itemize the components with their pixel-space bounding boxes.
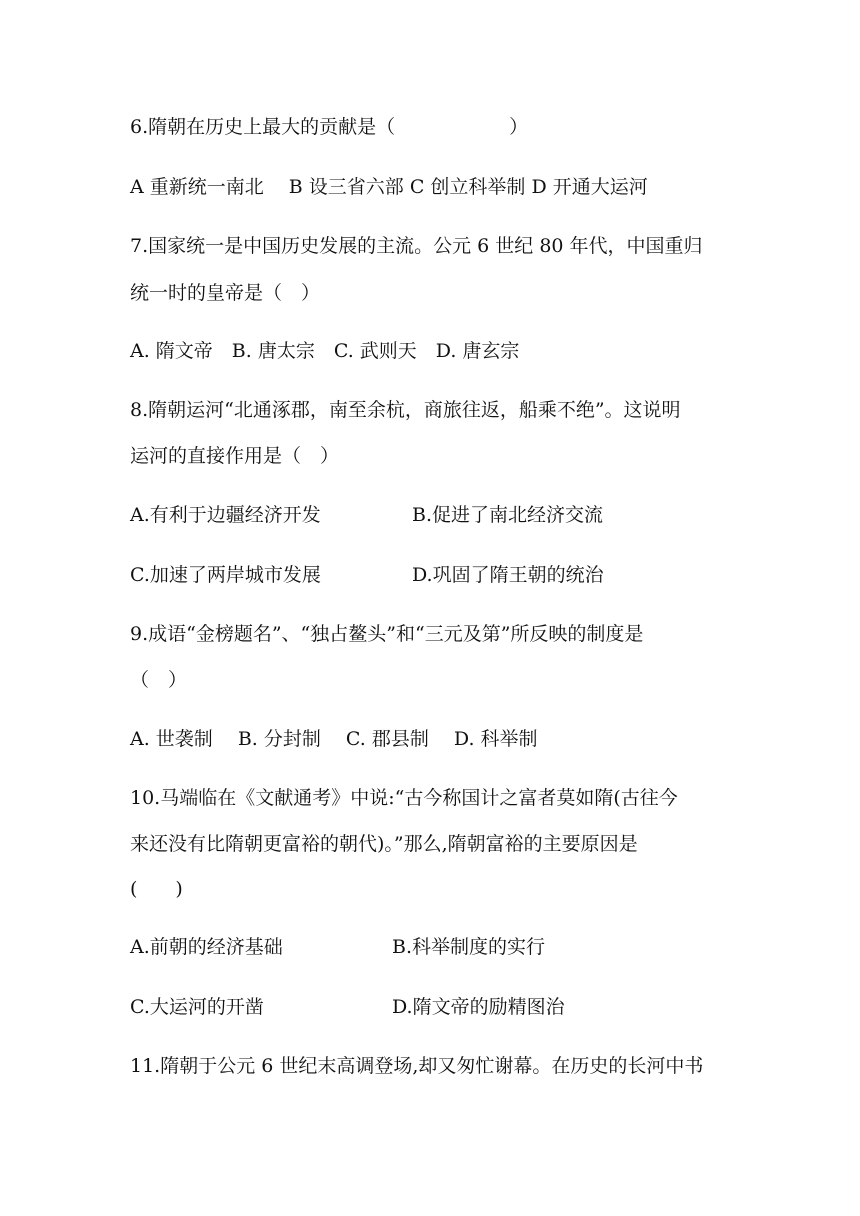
q9-stem-line1: 9.成语“金榜题名”、“独占鳌头”和“三元及第”所反映的制度是 <box>130 623 644 645</box>
q6-stem: 6.隋朝在历史上最大的贡献是（ ） <box>130 116 529 138</box>
q9-stem-line2: （ ） <box>130 669 188 691</box>
q8-option-b: B.促进了南北经济交流 <box>412 504 604 526</box>
q8-stem-line1: 8.隋朝运河“北通涿郡，南至余杭，商旅往返，船乘不绝”。这说明 <box>130 399 681 421</box>
q8-option-a: A.有利于边疆经济开发 <box>130 504 321 526</box>
q10-stem-line3: ( ) <box>130 878 183 900</box>
q10-option-b: B.科举制度的实行 <box>392 936 546 958</box>
q8-stem-line2: 运河的直接作用是（ ） <box>130 445 340 467</box>
q10-stem-line2: 来还没有比隋朝更富裕的朝代)。”那么,隋朝富裕的主要原因是 <box>130 833 638 855</box>
q11-stem-line1: 11.隋朝于公元 6 世纪末高调登场,却又匆忙谢幕。在历史的长河中书 <box>130 1055 704 1077</box>
q8-option-d: D.巩固了隋王朝的统治 <box>412 564 604 586</box>
q7-stem-line2: 统一时的皇帝是（ ） <box>130 282 321 304</box>
q6-options: A 重新统一南北 B 设三省六部 C 创立科举制 D 开通大运河 <box>130 176 648 198</box>
q7-options: A. 隋文帝 B. 唐太宗 C. 武则天 D. 唐玄宗 <box>130 340 520 362</box>
q7-stem-line1: 7.国家统一是中国历史发展的主流。公元 6 世纪 80 年代，中国重归 <box>130 235 703 257</box>
q9-options: A. 世袭制 B. 分封制 C. 郡县制 D. 科举制 <box>130 728 538 750</box>
q10-stem-line1: 10.马端临在《文献通考》中说:“古今称国计之富者莫如隋(古往今 <box>130 787 678 809</box>
q10-option-c: C.大运河的开凿 <box>130 996 264 1018</box>
q10-option-a: A.前朝的经济基础 <box>130 936 283 958</box>
q8-option-c: C.加速了两岸城市发展 <box>130 564 321 586</box>
q10-option-d: D.隋文帝的励精图治 <box>392 996 565 1018</box>
